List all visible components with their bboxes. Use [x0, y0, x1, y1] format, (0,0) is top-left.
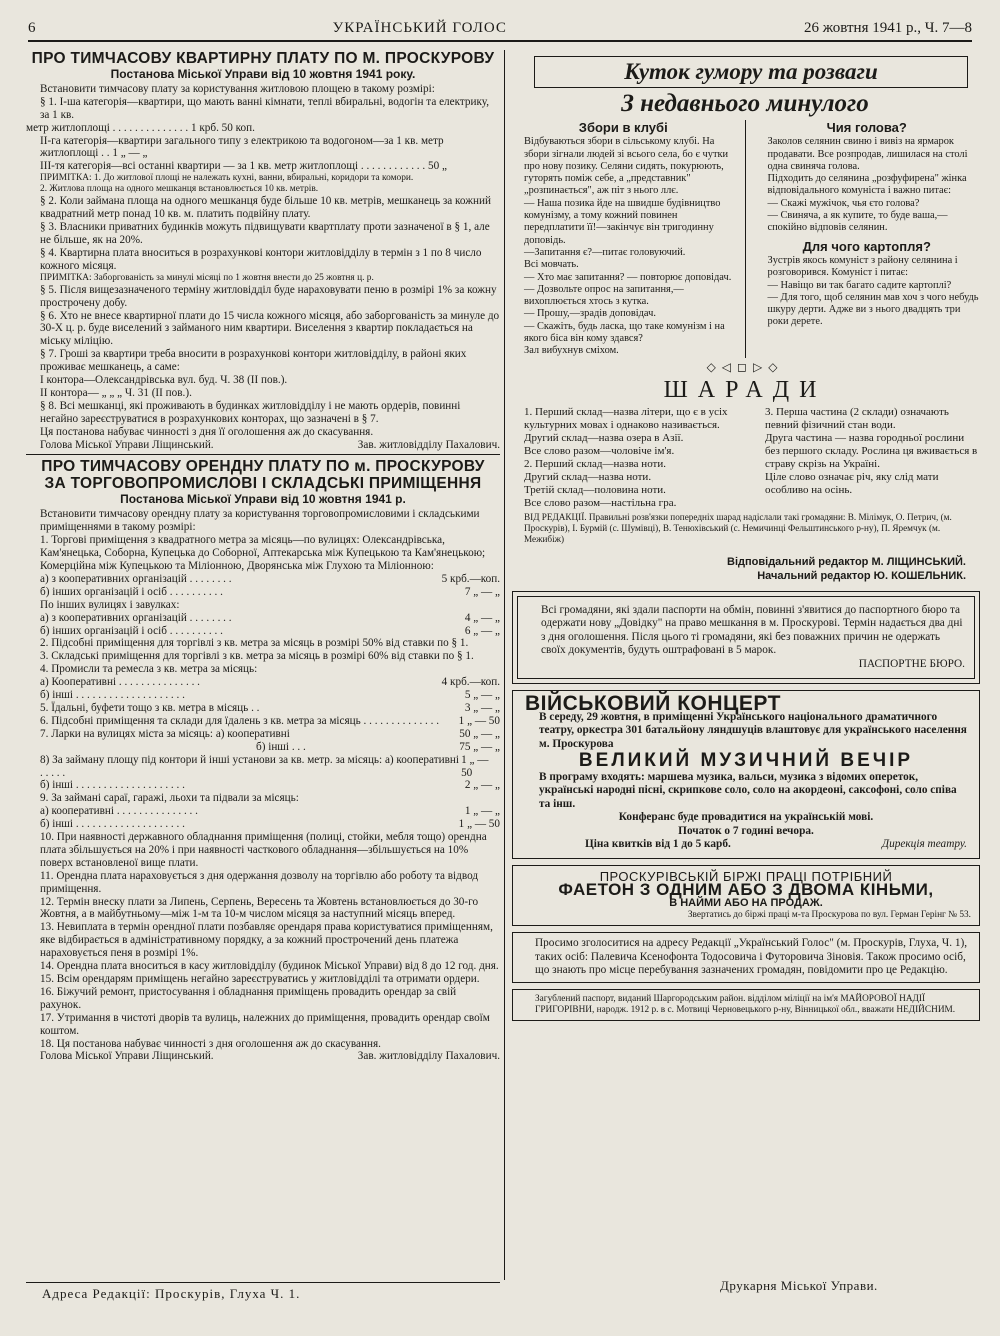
article2-signatures [26, 1050, 500, 1063]
editor-note: ВІД РЕДАКЦІЇ. Правильні розв'язки попередніх шарад надіслали такі громадяни: В. Мілімук, О. Петрич, (м. Проскурів), І. Бурмій (с. Шумівці), В. Тенюхівський (с. Немичинці Фельштинського р-ну), П. Яремчук (м. Межибіж) [524, 511, 952, 544]
article2-item: 1. Торгові приміщення з квадратного метра за місяць—по вулицях: Олександрівська, Кам'янецька, Соборна, Купецька до Соборної, Аптекарська між Купецькою та Кам'янецькою; Комерційна між Купецькою та Міліонною, Дворянська між Глухою та Міліонною: [40, 534, 486, 572]
article1-rate: метр житлоплощі . . . . . . . . . . . . . . 1 крб. 50 коп. [26, 121, 255, 134]
left-column [26, 50, 500, 1278]
article1-para: § 7. Гроші за квартири треба вносити в розрахункові контори житловідділу, в районі яких проживає мешканець, а саме: [40, 348, 467, 374]
article1-para: § 1. I-ша категорія—квартири, що мають ванні кімнати, теплі вбиральні, водогін та електрику, за 1 кв. [40, 95, 490, 121]
article1-note: ПРИМІТКА: Заборгованість за минулі місяці по 1 жовтня внести до 25 жовтня ц. р. [40, 272, 374, 283]
rate-row: б) інші . . . . . . . . . . . . . . . . . . . . 2 „ — „ [40, 779, 500, 792]
concert-signature: Дирекція театру. [881, 838, 967, 851]
article2-item: 9. За займані сараї, гаражі, льохи та підвали за місяць: [40, 792, 299, 805]
rate-row: а) з кооперативних організацій . . . . . . . . 5 крб.—коп. [40, 572, 500, 585]
charades-left: 1. Перший склад—назва літери, що є в усіх культурних мовах і однаково називається. Другий склад—назва озера в Азії. Все слово разом—чоловіче ім'я. 2. Перший склад—назва ноти. Другий склад—назва ноти. Третій склад—половина ноти. Все слово разом—настільна гра. [524, 405, 728, 509]
humor-stories [510, 120, 980, 358]
article1-para: III-тя категорія—всі останні квартири — за 1 кв. метр житлоплощі . . . . . . . . . . . . 50 „ [40, 160, 447, 173]
article2-subtitle: Постанова Міської Управи від 10 жовтня 1941 р. [120, 492, 406, 507]
printer: Друкарня Міської Управи. [720, 1278, 878, 1293]
article1-para: § 2. Коли займана площа на одного мешканця буде більше 10 кв. метрів, мешканець за кожний квадратний метр понад 10 кв. м. платить подвійну плату. [40, 195, 491, 221]
rate-row: 5. Їдальні, буфети тощо з кв. метра в місяць . . 3 „ — „ [40, 701, 500, 714]
story-title: Збори в клубі [578, 120, 668, 135]
story-title: Для чого картопля? [802, 238, 931, 254]
story-heads: Чия голова? Заколов селянин свиню і вивіз на ярмарок продавати. Все розпродав, лишилася на столі одна свиняча голова. Підходить до селянина „розфуфирена" жінка відповідального комуніста і важно питає: — Скажі мужічок, чья єто голова? — Свиняча, а як купите, то буде ваша,—спокійно відповів селянин. Для чого картопля? Зустрів якось комуніст з району селянина і розговорився. Комуніст і питає: — Навіщо ви так багато садите картоплі? — Для того, щоб селянин мав хоч з чого небудь шкуру дерти. Адже ви з нього двадцять три роки дерете. [754, 120, 981, 358]
article2-intro: Встановити тимчасову орендну плату за користування торговопромисловими і складськими приміщеннями в такому розмірі: [40, 508, 480, 534]
concert-title: ВІЙСЬКОВИЙ КОНЦЕРТ [525, 692, 781, 716]
column-divider [504, 50, 505, 1280]
article1-note: ПРИМІТКА: 1. До житлової площі не належать кухні, ванни, вбиральні, коридори та комори. [40, 173, 414, 184]
charades-right: 3. Перша частина (2 склади) означають певний фізичний стан води. Друга частина — назва городньої рослини без першого складу. Рослина ця вживається в страву скрізь на Україні. Ціле слово означає річ, яку слід мати особливо на осінь. [765, 405, 978, 496]
article2-para: 10. При наявності державного обладнання приміщення (полиці, стойки, мебля тощо) орендна плата збільшується на 20% і при наявності часткового обладнання—збільшується на 10% поверх встановленої вище плати. [40, 831, 487, 869]
signature-head: Голова Міської Управи Ліщинський. [40, 438, 214, 451]
charades [510, 406, 980, 510]
rate-row: а) з кооперативних організацій . . . . . . . . 4 „ — „ [40, 611, 500, 624]
story-divider [745, 120, 746, 358]
editorial-address: Адреса Редакції: Проскурів, Глуха Ч. 1. [42, 1286, 301, 1301]
article2-title-line2: ЗА ТОРГОВОПРОМИСЛОВІ І СКЛАДСЬКІ ПРИМІЩЕННЯ [44, 475, 482, 493]
story-club: Збори в клубі Відбуваються збори в сільському клубі. На збори зігнали людей зі всього села, бо є чутки про нову позику. Селяни сидять, покурюють, гуторять поміж себе, а „представник" „розпинається", аж піт з нього ллє. — Наша позика йде на швидше будівництво комунізму, а тому кожний повинен передплатити її!—закінчує він тригодинну доповідь. —Запитання є?—питає головуючий. Всі мовчать. — Хто має запитання? — повторює доповідач. — Дозвольте опрос на запитання,—вихоплюється хтось з кутка. — Прошу,—зрадів доповідач. — Скажіть, будь ласка, що таке комунізм і на якого біса він кому здався? Зал вибухнув сміхом. [510, 120, 737, 358]
article2-para: 14. Орендна плата вноситься в касу житловідділу (будинок Міської Управи) від 8 до 12 год. дня. [40, 960, 499, 973]
search-notice: Просимо зголоситися на адресу Редакції „Український Голос" (м. Проскурів, Глуха, Ч. 1), таких осіб: Палевича Ксенофонта Тодосовича і Футоровича Зіновія. Також просимо осіб, що знають про місце перебування зазначених громадян, повідомити про це Редакцію. [512, 932, 980, 983]
article2-item: 4. Промисли та ремесла з кв. метра за місяць: [40, 663, 258, 676]
rate-row: б) інших організацій і осіб . . . . . . . . . . 6 „ — „ [40, 624, 500, 637]
article2-item: 3. Складські приміщення для торгівлі з кв. метра за місяць в розмірі 60% від ставки по § 1. [40, 650, 474, 663]
rate-row: а) кооперативні . . . . . . . . . . . . . . . 1 „ — „ [40, 805, 500, 818]
labor-ad: ПРОСКУРІВСЬКІЙ БІРЖІ ПРАЦІ ПОТРІБНИЙ ФАЕТОН З ОДНИМ АБО З ДВОМА КІНЬМИ, В НАЙМИ АБО НА ПРОДАЖ. Звертатись до біржі праці м-та Проскурова по вул. Герман Герінг № 53. [512, 865, 980, 927]
article2-para: 16. Біжучий ремонт, пристосування і обладнання приміщень провадить орендар за свій рахунок. [40, 985, 457, 1011]
article1-office: II контора— „ „ „ Ч. 31 (II пов.). [40, 386, 192, 399]
article2-para: 13. Невиплата в термін орендної плати позбавляє орендаря права користуватися приміщенням, яке відбирається в адміністративному порядку, а за кожний прострочений день платежа нараховується пеня в розмірі 1%. [40, 921, 493, 960]
article1-title: ПРО ТИМЧАСОВУ КВАРТИРНУ ПЛАТУ ПО М. ПРОСКУРОВУ [31, 50, 495, 67]
article1-para: § 5. Після вищезазначеного терміну житловідділ буде нараховувати пеню в розмірі 1% за кожну прострочену добу. [40, 283, 497, 309]
article2-title: ПРО ТИМЧАСОВУ ОРЕНДНУ ПЛАТУ ПО м. ПРОСКУРОВУ [41, 458, 485, 476]
article2-para: 12. Термін внеску плати за Липень, Серпень, Вересень та Жовтень встановлюється до 30-го Жовтня, а в майбутньому—між 1-м та 10-м числом місяця за наступний місяць вперед. [40, 895, 479, 921]
concert-ad: ВІЙСЬКОВИЙ КОНЦЕРТ В середу, 29 жовтня, в приміщенні Українського національного драматичного театру, оркестра 301 батальйону ляндшуців влаштовує для українського населення м. Проскурова ВЕЛИКИЙ МУЗИЧНИЙ ВЕЧІР В програму входять: маршева музика, вальси, музика з відомих оперeток, українські народні пісні, скрипкове соло, соло на акордеоні, саксофоні, соло співа та інш. Конферанс буде провадитися на українській мові. Початок о 7 годині вечора. Ціна квитків від 1 до 5 карб. Дирекція театру. [512, 690, 980, 859]
concert-headline: ВЕЛИКИЙ МУЗИЧНИЙ ВЕЧІР [578, 750, 914, 772]
rate-row: б) інших організацій і осіб . . . . . . . . . . 7 „ — „ [40, 585, 500, 598]
article1-para: Встановити тимчасову плату за користування житловою площею в такому розмірі: [40, 82, 435, 95]
article1-note: 2. Житлова площа на одного мешканця встановлюється 10 кв. метрів. [40, 184, 319, 195]
signature-head: Голова Міської Управи Ліщинський. [40, 1050, 214, 1063]
bottom-rule [26, 1282, 500, 1283]
lost-passport-notice: Загублений паспорт, виданий Шаргородським район. відділом міліції на ім'я МАЙОРОВОЇ НАДІЇ ГРИГОРІВНИ, народж. 1912 р. в с. Мотвиці Черновецького р-ну, Вінницької обл., вважати НЕДІЙСНИМ. [512, 989, 980, 1021]
humor-section-header [534, 56, 968, 88]
article2-item: 2. Підсобні приміщення для торгівлі з кв. метра за місяць в розмірі 50% від ставки по § 1. [40, 637, 469, 650]
humor-header-text: Куток гумору та розваги [618, 59, 884, 85]
article1-para: § 8. Всі мешканці, які проживають в будинках житловідділу і не мають ордерів, повинні негайно зареєструватися в розрахункових конторах, що зазначені в § 7. [40, 399, 461, 425]
newspaper-name: УКРАЇНСЬКИЙ ГОЛОС [332, 20, 507, 36]
article1-office: I контора—Олександрівська вул. буд. Ч. 38 (II пов.). [40, 374, 288, 387]
article1-para: Ця постанова набуває чинності з дня її оголошення аж до скасування. [40, 425, 374, 438]
rate-row: 8) За займану площу під контори й інші установи за кв. метр. за місяць: а) кооперативні . . . . . 1 „ — 50 [40, 753, 489, 779]
masthead [28, 14, 972, 42]
article1-para: § 4. Квартирна плата вноситься в розрахункові контори житловідділу в термін з 1 по 8 число кожного місяця. [40, 246, 482, 272]
article2-para: 17. Утримання в чистоті дворів та вулиць, належних до приміщення, провадить орендар своїм коштом. [40, 1011, 490, 1037]
article2-para: 15. Всім орендарям приміщень негайно зареєструватись у житловідділі та отримати ордери. [40, 973, 480, 985]
editors: Відповідальний редактор М. ЛІЩИНСЬКИЙ. Начальний редактор Ю. КОШЕЛЬНИК. [727, 555, 966, 582]
article1-para: II-га категорія—квартири загального типу з електрикою та водогоном—за 1 кв. метр житлоплощі . . 1 „ — „ [40, 134, 444, 160]
humor-section-title: З недавнього минулого [621, 90, 869, 117]
article1-para: § 3. Власники приватних будинків можуть підвищувати квартплату проти зазначеної в § 1, але не більше, як на 20%. [40, 221, 490, 246]
signature-housing: Зав. житловідділу Пахалович. [357, 438, 500, 451]
article2-para: 18. Ця постанова набуває чинності з дня оголошення аж до скасування. [40, 1037, 381, 1050]
page-number: 6 [28, 20, 36, 36]
ornament-icon: ◇◁◻▷◇ [706, 359, 784, 374]
divider [26, 454, 500, 455]
right-column [510, 50, 980, 1312]
rate-row: б) інші . . . 75 „ — „ [256, 740, 500, 753]
rate-row: б) інші . . . . . . . . . . . . . . . . . . . . 5 „ — „ [40, 689, 500, 702]
rate-row: 6. Підсобні приміщення та склади для їдалень з кв. метра за місяць . . . . . . . . . . . . . . 1 „ — 50 [40, 714, 500, 727]
rate-row: б) інші . . . . . . . . . . . . . . . . . . . . 1 „ — 50 [40, 818, 500, 831]
passport-notice: Всі громадяни, які здали паспорти на обмін, повинні з'явитися до паспортного бюро та одержати нову „Довідку" на право мешкання в м. Проскурові. Термін надається два дні з дня оголошення. Після цього ті громадяни, які без поважних причин не одержать своїх документів, будуть оштрафовані в 5 марок. ПАСПОРТНЕ БЮРО. [512, 591, 980, 685]
signature-housing: Зав. житловідділу Пахалович. [357, 1050, 500, 1063]
article2-subhead: По інших вулицях і завулках: [40, 598, 180, 611]
charades-title: ШАРАДИ [663, 376, 827, 403]
article1-signatures [26, 439, 500, 452]
story-title: Чия голова? [826, 120, 907, 135]
issue-date: 26 жовтня 1941 р., Ч. 7—8 [804, 20, 972, 36]
rate-row: а) Кооперативні . . . . . . . . . . . . . . . 4 крб.—коп. [40, 676, 500, 689]
article1-subtitle: Постанова Міської Управи від 10 жовтня 1941 року. [110, 67, 416, 81]
article2-para: 11. Орендна плата нараховується з дня одержання дозволу на торгівлю або роботу та відвод приміщення. [40, 869, 479, 895]
passport-signature: ПАСПОРТНЕ БЮРО. [858, 657, 965, 670]
faeton-headline: ФАЕТОН З ОДНИМ АБО З ДВОМА КІНЬМИ, [558, 880, 934, 900]
rate-row: 7. Ларки на вулицях міста за місяць: а) кооперативні 50 „ — „ [40, 727, 500, 740]
article1-para: § 6. Хто не внесе квартирної плати до 15 числа кожного місяця, або заборгованість за минуле до 30-Х ц. р. буде виселений з займаного ним квартири. Виселення з квартир покладається на міську міліцію. [40, 309, 500, 348]
